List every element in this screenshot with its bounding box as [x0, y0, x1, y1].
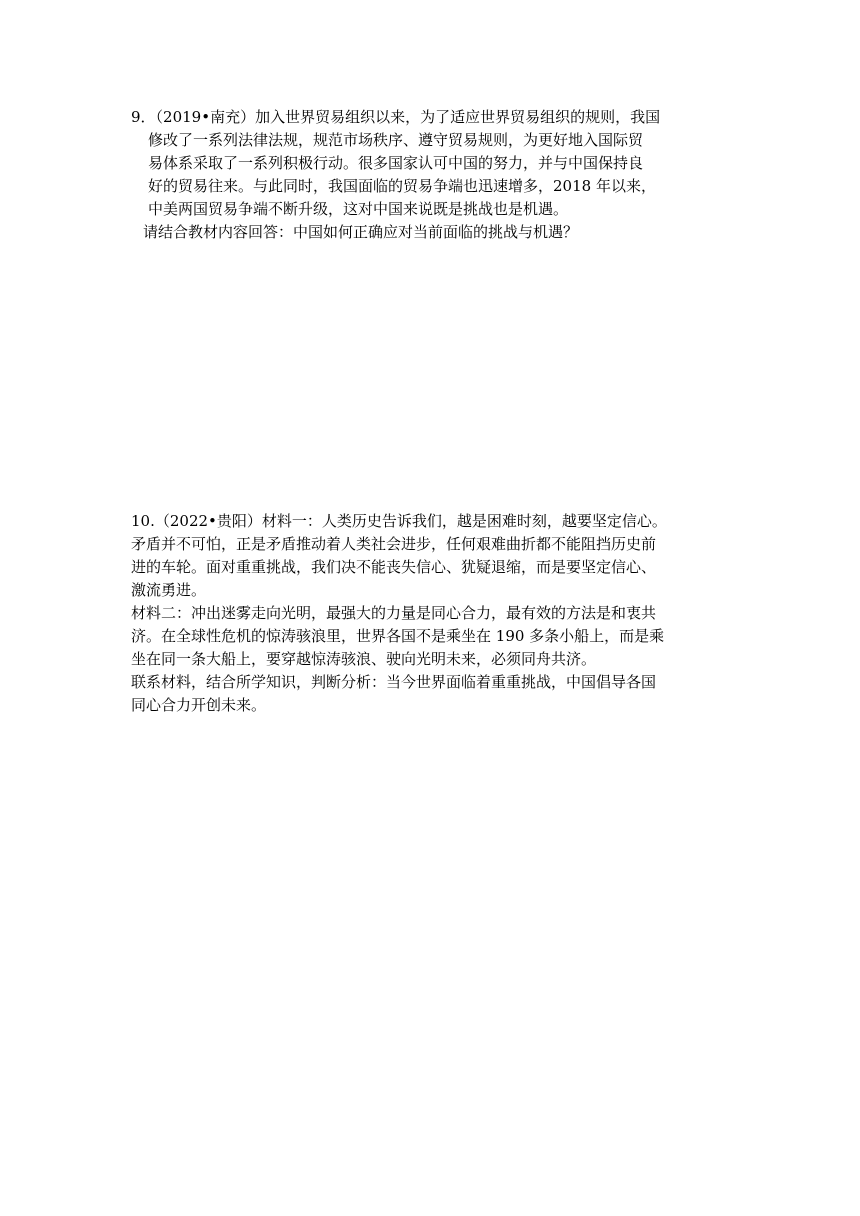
question-9-line: 易体系采取了一系列积极行动。很多国家认可中国的努力，并与中国保持良 — [148, 154, 644, 172]
question-10-line: 激流勇进。 — [131, 581, 207, 599]
question-9-line: 修改了一系列法律法规，规范市场秩序、遵守贸易规则，为更好地入国际贸 — [148, 131, 644, 149]
question-9-line: 中美两国贸易争端不断升级，这对中国来说既是挑战也是机遇。 — [148, 200, 569, 218]
question-10-line: 材料二：冲出迷雾走向光明，最强大的力量是同心合力，最有效的方法是和衷共 — [131, 604, 657, 622]
question-10-line: 10.（2022•贵阳）材料一：人类历史告诉我们，越是困难时刻，越要坚定信心。 — [131, 512, 667, 530]
question-10-line: 同心合力开创未来。 — [131, 696, 267, 714]
question-10-line: 进的车轮。面对重重挑战，我们决不能丧失信心、犹疑退缩，而是要坚定信心、 — [131, 558, 657, 576]
question-10 — [131, 510, 741, 717]
question-10-line: 联系材料，结合所学知识，判断分析：当今世界面临着重重挑战，中国倡导各国 — [131, 673, 657, 691]
question-9 — [131, 106, 741, 244]
question-9-prompt: 请结合教材内容回答：中国如何正确应对当前面临的挑战与机遇？ — [143, 223, 579, 241]
question-10-line: 坐在同一条大船上，要穿越惊涛骇浪、驶向光明未来，必须同舟共济。 — [131, 650, 597, 668]
question-9-line: 好的贸易往来。与此同时，我国面临的贸易争端也迅速增多，2018 年以来， — [148, 177, 656, 195]
question-10-line: 矛盾并不可怕，正是矛盾推动着人类社会进步，任何艰难曲折都不能阻挡历史前 — [131, 535, 657, 553]
question-10-line: 济。在全球性危机的惊涛骇浪里，世界各国不是乘坐在 190 多条小船上，而是乘 — [131, 627, 665, 645]
question-9-line: 9．（2019•南充）加入世界贸易组织以来，为了适应世界贸易组织的规则，我国 — [131, 108, 661, 126]
